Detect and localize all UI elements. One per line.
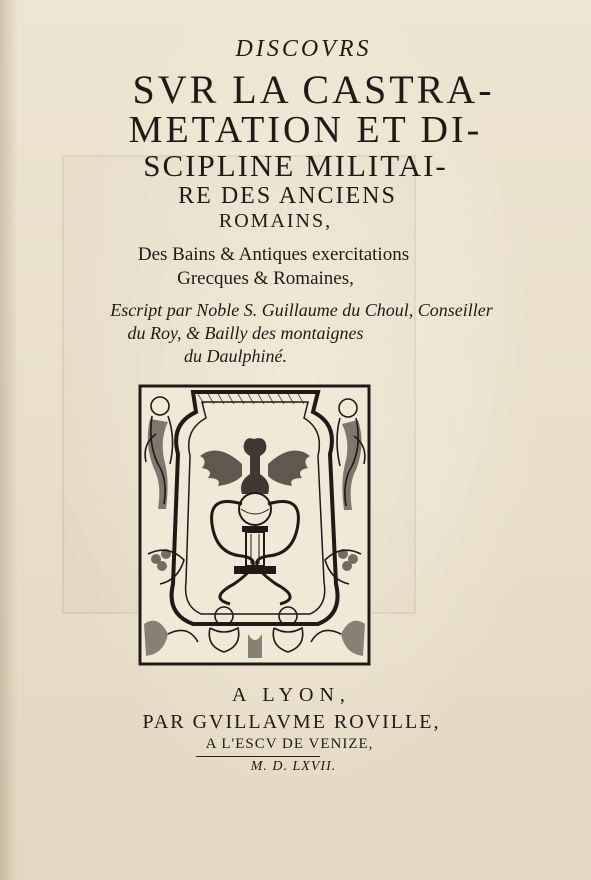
date-rule: [196, 756, 320, 757]
title-line-2: SVR LA CASTRA-: [132, 67, 495, 112]
author-line-3: du Daulphiné.: [184, 346, 287, 366]
title-line-3: METATION ET DI-: [128, 109, 483, 151]
imprint-printer: PAR GVILLAVME ROVILLE,: [142, 711, 441, 733]
title-line-1: DISCOVRS: [235, 36, 372, 62]
title-line-6: ROMAINS,: [218, 210, 333, 232]
subtitle-line-1: Des Bains & Antiques exercitations: [137, 244, 410, 265]
imprint-date: M. D. LXVII.: [250, 759, 337, 774]
title-line-4: SCIPLINE MILITAI-: [143, 148, 448, 183]
author-line-2: du Roy, & Bailly des montaignes: [127, 323, 364, 343]
title-line-5: RE DES ANCIENS: [178, 183, 397, 209]
author-line-1: Escript par Noble S. Guillaume du Choul, Conseiller: [110, 300, 493, 320]
imprint-city: A LYON,: [232, 684, 351, 706]
printer-device-eagle-icon: [138, 384, 371, 666]
subtitle-line-2: Grecques & Romaines,: [177, 268, 354, 289]
imprint-sign: A L'ESCV DE VENIZE,: [205, 736, 374, 752]
